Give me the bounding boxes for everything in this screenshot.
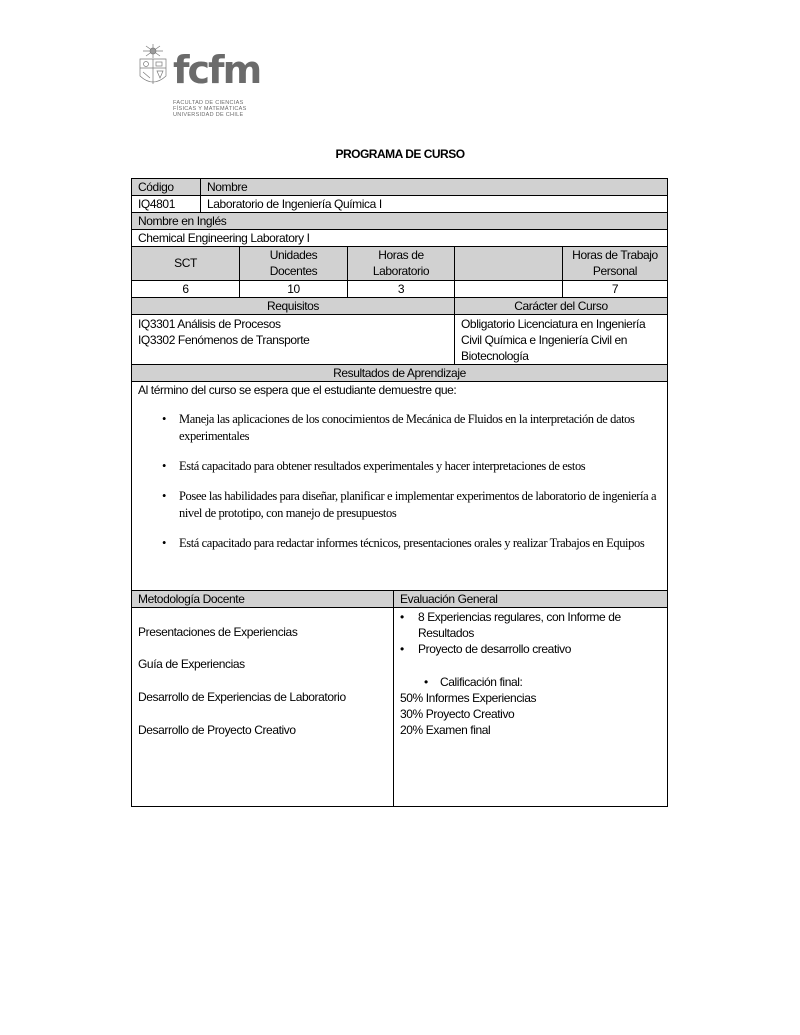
list-item: • Proyecto de desarrollo creativo bbox=[400, 642, 572, 656]
metodologia-item: Desarrollo de Proyecto Creativo bbox=[138, 723, 296, 737]
calificacion-list bbox=[394, 690, 661, 738]
calificacion-item: 30% Proyecto Creativo bbox=[400, 707, 515, 721]
bullet-icon: • bbox=[162, 459, 166, 473]
bullet-icon: • bbox=[400, 642, 404, 656]
code-name-header-row bbox=[131, 178, 668, 196]
blank-value bbox=[454, 281, 562, 297]
bullet-icon: • bbox=[162, 412, 166, 426]
course-code: IQ4801 bbox=[138, 197, 175, 211]
resultados-header-row bbox=[131, 365, 668, 382]
horas-trabajo-value: 7 bbox=[562, 281, 667, 297]
hours-header-row bbox=[131, 247, 668, 281]
english-name-header-row bbox=[131, 213, 668, 230]
requisitos-header: Requisitos bbox=[266, 299, 320, 313]
metodologia-item: Guía de Experiencias bbox=[138, 657, 245, 671]
english-name: Chemical Engineering Laboratory I bbox=[138, 231, 310, 245]
hours-values-row bbox=[131, 281, 668, 298]
evaluacion-list bbox=[394, 609, 661, 657]
caracter-header: Carácter del Curso bbox=[454, 298, 667, 314]
bullet-icon: • bbox=[424, 675, 428, 689]
name-header: Nombre bbox=[200, 179, 667, 195]
resultados-body bbox=[132, 382, 667, 590]
horas-laboratorio-value: 3 bbox=[347, 281, 454, 297]
calificacion-item: 50% Informes Experiencias bbox=[400, 691, 537, 705]
metodologia-header-row bbox=[131, 591, 668, 608]
horas-trabajo-header: Horas de Trabajo Personal bbox=[562, 247, 667, 280]
bullet-icon: • bbox=[400, 610, 404, 624]
metodologia-list bbox=[132, 608, 393, 806]
resultados-list bbox=[132, 411, 667, 552]
resultados-intro: Al término del curso se espera que el estudiante demuestre que: bbox=[138, 383, 457, 397]
metodologia-row bbox=[131, 608, 668, 807]
list-item: • Maneja las aplicaciones de los conocimientos de Mecánica de Fluidos en la interpretación de datos experimentales bbox=[162, 412, 635, 443]
list-item: • Está capacitado para obtener resultados experimentales y hacer interpretaciones de estos bbox=[162, 459, 586, 473]
code-name-row bbox=[131, 196, 668, 213]
resultados-header: Resultados de Aprendizaje bbox=[333, 366, 466, 380]
unidades-header: Unidades Docentes bbox=[239, 247, 347, 280]
sct-value: 6 bbox=[182, 282, 189, 296]
calificacion-label-row bbox=[394, 674, 661, 690]
resultados-row bbox=[131, 382, 668, 591]
metodologia-header: Metodología Docente bbox=[138, 592, 245, 606]
requisitos-header-row bbox=[131, 298, 668, 315]
calificacion-label: Calificación final: bbox=[440, 675, 523, 689]
requisitos-list bbox=[132, 315, 454, 364]
bullet-icon: • bbox=[162, 489, 166, 503]
page-title: PROGRAMA DE CURSO bbox=[335, 147, 465, 161]
blank-header bbox=[454, 247, 562, 280]
list-item: • Posee las habilidades para diseñar, planificar e implementar experimentos de laboratorio de ingeniería a nivel de prototipo, con manejo de presupuestos bbox=[162, 489, 657, 520]
metodologia-item: Presentaciones de Experiencias bbox=[138, 625, 298, 639]
logo-subtitle: FACULTAD DE CIENCIAS FÍSICAS Y MATEMÁTICAS UNIVERSIDAD DE CHILE bbox=[173, 100, 247, 118]
code-header: Código bbox=[138, 180, 174, 194]
metodologia-item: Desarrollo de Experiencias de Laboratorio bbox=[138, 690, 346, 704]
course-name: Laboratorio de Ingeniería Química I bbox=[200, 196, 667, 212]
caracter-value: Obligatorio Licenciatura en Ingeniería Civil Química e Ingeniería Civil en Biotecnología bbox=[454, 315, 667, 364]
requisito-item: IQ3302 Fenómenos de Transporte bbox=[138, 333, 310, 347]
evaluacion-body bbox=[393, 608, 667, 806]
university-emblem-icon bbox=[137, 42, 169, 92]
bullet-icon: • bbox=[162, 536, 166, 550]
list-item: • 8 Experiencias regulares, con Informe de Resultados bbox=[400, 610, 621, 640]
horas-laboratorio-header: Horas de Laboratorio bbox=[347, 247, 454, 280]
course-table bbox=[131, 178, 668, 807]
requisito-item: IQ3301 Análisis de Procesos bbox=[138, 317, 281, 331]
logo-wordmark: fcfm bbox=[173, 48, 261, 92]
evaluacion-header: Evaluación General bbox=[393, 591, 667, 607]
english-name-row bbox=[131, 230, 668, 247]
sct-header: SCT bbox=[174, 256, 197, 270]
requisitos-row bbox=[131, 315, 668, 365]
english-name-header: Nombre en Inglés bbox=[138, 214, 227, 228]
calificacion-item: 20% Examen final bbox=[400, 723, 491, 737]
fcfm-logo bbox=[137, 42, 261, 118]
list-item: • Está capacitado para redactar informes técnicos, presentaciones orales y realizar Trabajos en Equipos bbox=[162, 536, 645, 550]
unidades-value: 10 bbox=[239, 281, 347, 297]
